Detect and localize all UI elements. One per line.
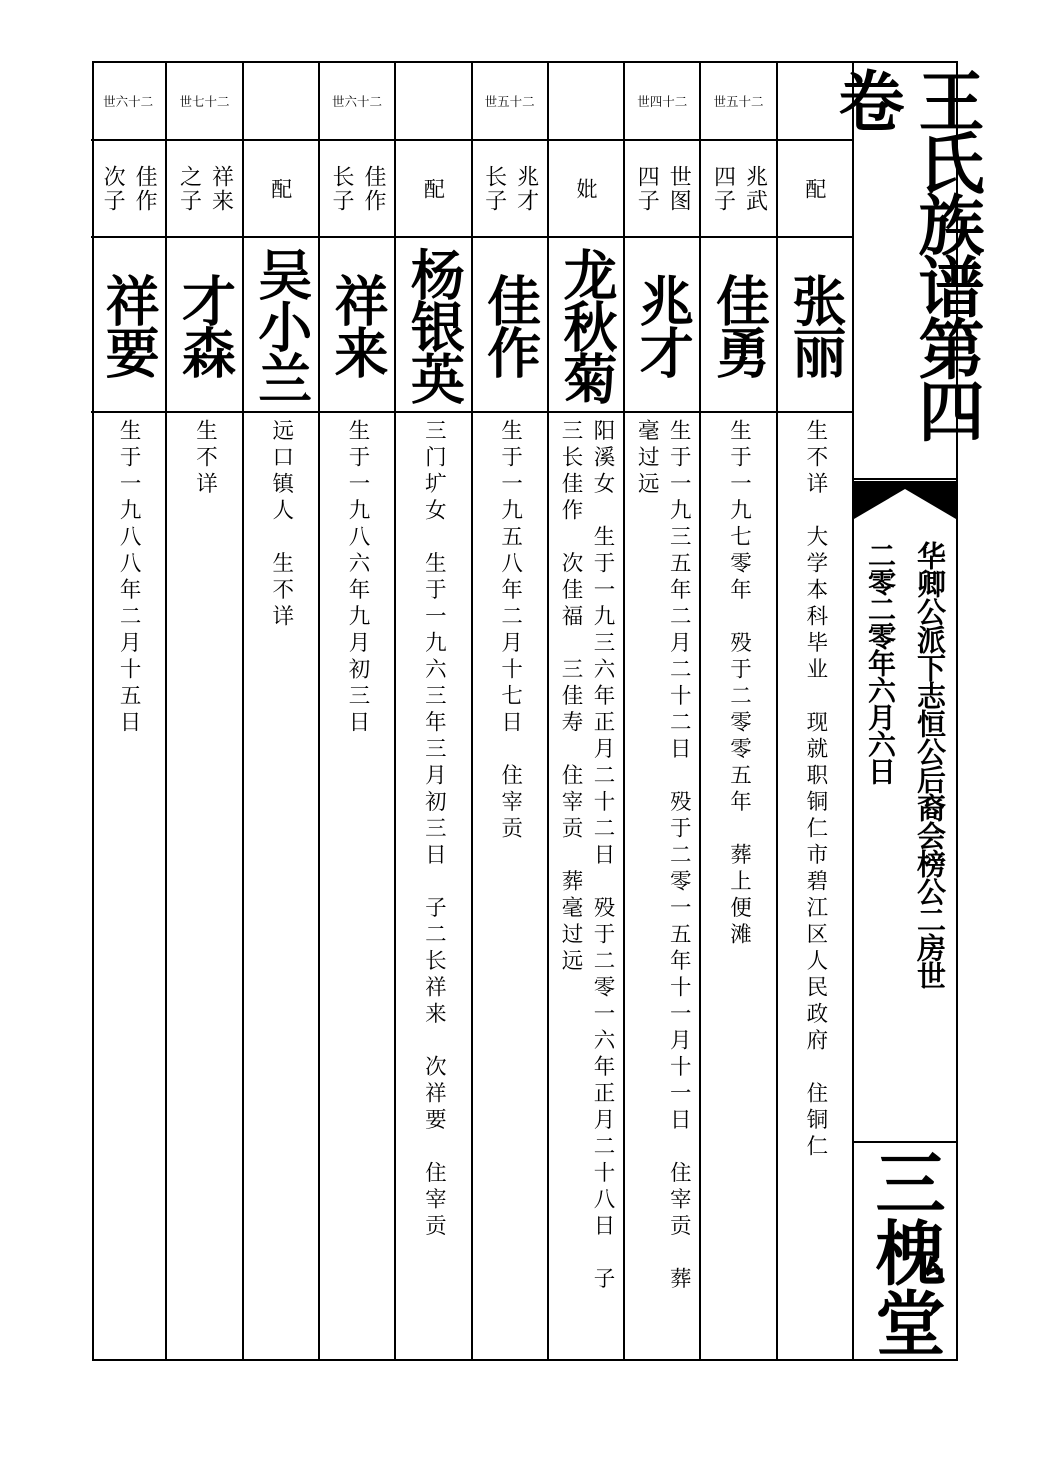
relation-text: 兆才 <box>513 164 539 213</box>
relation-cell <box>320 141 394 238</box>
biography-cell <box>473 413 547 1359</box>
relation-cell <box>167 141 241 238</box>
name-cell <box>91 238 165 413</box>
biography-text: 远口镇人 生不详 <box>268 419 294 631</box>
generation-label <box>778 63 852 141</box>
relation-text: 配 <box>268 178 293 199</box>
biography-cell <box>320 413 394 1359</box>
biography-text: 生不详 <box>192 419 218 499</box>
relation-text: 佳作 <box>132 164 158 213</box>
relation-cell <box>244 141 318 238</box>
generation-label: 世七十二 <box>167 63 241 141</box>
name-cell <box>320 238 394 413</box>
biography-cell <box>91 413 165 1359</box>
biography-text: 生于一九八八年二月十五日 <box>116 419 142 737</box>
person-name: 龙秋菊 <box>554 246 618 403</box>
relation-text: 妣 <box>573 178 598 199</box>
hall-name: 三槐堂 <box>864 1147 946 1357</box>
generation-label: 世五十二 <box>473 63 547 141</box>
name-cell <box>549 238 623 413</box>
name-cell <box>167 238 241 413</box>
generation-label: 世五十二 <box>701 63 775 141</box>
relation-text: 佳作 <box>361 164 387 213</box>
relation-cell <box>91 141 165 238</box>
biography-cell <box>396 413 470 1359</box>
person-name: 吴小兰 <box>249 246 313 403</box>
person-name: 才森 <box>173 272 237 377</box>
person-name: 祥来 <box>326 272 390 377</box>
person-column <box>320 63 396 1359</box>
person-name: 佳勇 <box>707 272 771 377</box>
person-name: 佳作 <box>478 272 542 377</box>
person-column <box>244 63 320 1359</box>
main-title: 王氏族谱第四卷 <box>827 67 984 439</box>
person-name: 张丽 <box>783 272 847 377</box>
relation-text: 配 <box>421 178 446 199</box>
subtitle-block <box>854 503 956 1143</box>
title-column <box>827 63 984 1359</box>
name-cell <box>244 238 318 413</box>
name-cell <box>396 238 470 413</box>
person-column <box>473 63 549 1359</box>
name-cell <box>473 238 547 413</box>
biography-text: 生不详 大学本科毕业 现就职铜仁市碧江区人民政府 住铜仁 <box>802 419 828 1161</box>
biography-cell <box>625 413 699 1359</box>
biography-cell <box>549 413 623 1359</box>
person-column <box>625 63 701 1359</box>
biography-cell <box>167 413 241 1359</box>
generation-label: 世六十二 <box>91 63 165 141</box>
biography-text: 阳溪女 生于一九三六年正月二十二日 殁于二零一六年正月二十八日 子 <box>589 419 615 1294</box>
relation-text: 四子 <box>710 164 736 213</box>
relation-text: 世图 <box>666 164 692 213</box>
relation-cell <box>473 141 547 238</box>
person-column <box>701 63 777 1359</box>
person-column <box>396 63 472 1359</box>
genealogy-page <box>92 61 984 1361</box>
generation-label <box>396 63 470 141</box>
name-cell <box>625 238 699 413</box>
person-column <box>91 63 167 1359</box>
person-name: 祥要 <box>97 272 161 377</box>
biography-text: 生于一九三五年二月二十二日 殁于二零一五年十一月十一日 住宰贡 葬 <box>666 419 692 1294</box>
relation-text: 配 <box>802 178 827 199</box>
relation-cell <box>778 141 852 238</box>
biography-text: 生于一九八六年九月初三日 <box>345 419 371 737</box>
person-column <box>549 63 625 1359</box>
compile-date: 二零二零年六月六日 <box>864 541 897 784</box>
person-name: 杨银英 <box>402 246 466 403</box>
relation-cell <box>396 141 470 238</box>
generation-label <box>549 63 623 141</box>
main-title-block <box>827 63 984 483</box>
biography-cell <box>778 413 852 1359</box>
name-cell <box>778 238 852 413</box>
generation-label: 世四十二 <box>625 63 699 141</box>
biography-text: 三门圹女 生于一九六三年三月初三日 子二长祥来 次祥要 住宰贡 <box>421 419 447 1241</box>
relation-text: 兆武 <box>742 164 768 213</box>
biography-cell <box>244 413 318 1359</box>
biography-text: 生于一九五八年二月十七日 住宰贡 <box>497 419 523 843</box>
person-column <box>778 63 854 1359</box>
person-name: 兆才 <box>631 272 695 377</box>
relation-cell <box>625 141 699 238</box>
hall-name-block <box>854 1141 956 1359</box>
relation-text: 次子 <box>100 164 126 213</box>
relation-text: 之子 <box>176 164 202 213</box>
relation-text: 长子 <box>329 164 355 213</box>
name-cell <box>701 238 775 413</box>
relation-cell <box>549 141 623 238</box>
person-column <box>167 63 243 1359</box>
generation-label: 世六十二 <box>320 63 394 141</box>
relation-text: 四子 <box>634 164 660 213</box>
relation-cell <box>701 141 775 238</box>
generation-label <box>244 63 318 141</box>
subtitle: 华卿公派下志恒公后裔会榜公二房世 <box>913 541 947 989</box>
biography-text: 生于一九七零年 殁于二零零五年 葬上便滩 <box>726 419 752 949</box>
biography-text: 毫过远 <box>634 419 660 499</box>
biography-text: 三长佳作 次佳福 三佳寿 住宰贡 葬毫过远 <box>557 419 583 976</box>
relation-text: 祥来 <box>208 164 234 213</box>
relation-text: 长子 <box>481 164 507 213</box>
biography-cell <box>701 413 775 1359</box>
